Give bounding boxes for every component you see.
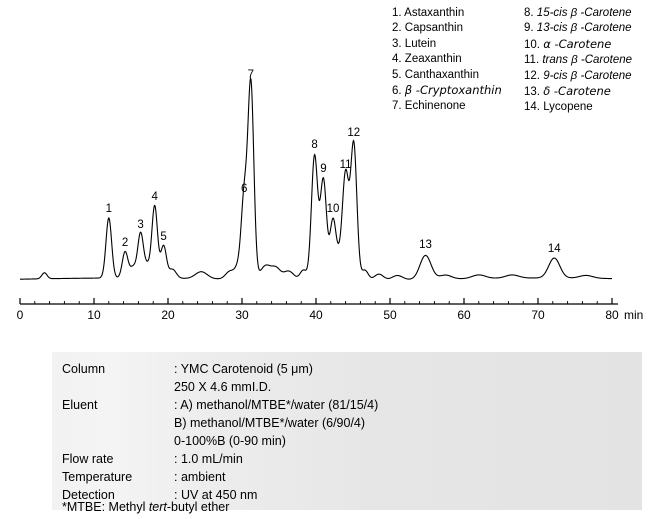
conditions-value: : ambient [174, 470, 226, 484]
legend-number: 7. [392, 100, 402, 113]
conditions-table [52, 352, 642, 514]
conditions-row [62, 396, 378, 414]
conditions-row [62, 468, 378, 486]
peak-number-label: 12 [347, 127, 361, 139]
footnote-italic: tert [148, 500, 167, 514]
x-axis-unit-label: min [624, 308, 644, 322]
x-axis-tick-label: 50 [383, 308, 397, 322]
peak-number-label: 5 [160, 231, 167, 243]
x-axis-tick-label: 40 [309, 308, 323, 322]
conditions-key: Column [62, 362, 106, 376]
legend-label: 13-cis β -Carotene [536, 22, 632, 35]
legend-number: 3. [392, 37, 402, 50]
conditions-key: Flow rate [62, 452, 114, 466]
legend-label: δ -Carotene [543, 84, 611, 99]
conditions-value: : 1.0 mL/min [174, 452, 243, 466]
conditions-value: : UV at 450 nm [174, 488, 258, 502]
peak-number-label: 9 [320, 163, 327, 175]
conditions-row [62, 360, 378, 378]
conditions-continuation: 0-100%B (0-90 min) [174, 434, 286, 448]
legend-number: 6. [392, 85, 402, 98]
x-axis-tick-label: 80 [605, 308, 619, 322]
legend-label: α -Carotene [543, 36, 612, 51]
conditions-key: Temperature [62, 470, 133, 484]
conditions-continuation: 250 X 4.6 mmI.D. [174, 380, 272, 394]
peak-number-label: 1 [105, 203, 112, 215]
peak-number-label: 8 [311, 139, 318, 151]
peak-number-label: 10 [326, 203, 340, 215]
x-axis-tick-label: 70 [531, 308, 545, 322]
x-axis-tick-label: 30 [235, 308, 249, 322]
conditions-footnote [62, 498, 229, 516]
peak-number-label: 13 [419, 239, 432, 251]
conditions-row [62, 450, 378, 468]
conditions-key: Eluent [62, 398, 98, 412]
peak-number-label: 2 [121, 237, 129, 249]
legend-label: Capsanthin [404, 22, 463, 35]
legend-number: 13. [524, 86, 540, 99]
legend-label: 9-cis β -Carotene [543, 69, 632, 82]
peak-number-label: 14 [547, 243, 561, 255]
x-axis-tick-label: 60 [457, 308, 471, 322]
legend-number: 4. [392, 53, 402, 66]
peak-number-label: 3 [137, 219, 144, 231]
legend-number: 11. [524, 54, 540, 67]
conditions-key: Detection [62, 488, 115, 502]
peak-number-label: 6 [241, 183, 248, 195]
x-axis-tick-label: 10 [87, 308, 101, 322]
legend-number: 2. [392, 22, 402, 35]
legend-label: Zeaxanthin [404, 53, 462, 66]
legend-number: 5. [392, 68, 402, 81]
legend-label: 15-cis β -Carotene [536, 7, 632, 19]
peak-number-label: 11 [339, 159, 352, 171]
footnote-post: -butyl ether [166, 500, 230, 514]
chromatogram-plot [12, 8, 644, 338]
legend-label: Astaxanthin [404, 7, 465, 19]
conditions-continuation: B) methanol/MTBE*/water (6/90/4) [174, 416, 366, 430]
legend-number: 1. [392, 7, 402, 19]
legend-label: trans β -Carotene [542, 54, 633, 67]
legend-label: Canthaxanthin [404, 68, 479, 81]
peak-number-label: 7 [247, 69, 255, 81]
legend-label: β -Cryptoxanthin [404, 83, 502, 98]
legend-number: 12. [524, 69, 540, 82]
legend-label: Lycopene [543, 101, 593, 114]
legend-number: 14. [524, 101, 540, 114]
legend-number: 9. [524, 22, 534, 35]
peak-number-label: 4 [151, 191, 158, 203]
legend-label: Lutein [404, 37, 437, 50]
footnote-pre: *MTBE: Methyl [62, 500, 149, 514]
x-axis [20, 298, 618, 304]
x-axis-tick-label: 20 [161, 308, 175, 322]
legend-number: 8. [524, 7, 534, 19]
conditions-value: : YMC Carotenoid (5 μm) [174, 362, 313, 376]
conditions-value: : A) methanol/MTBE*/water (81/15/4) [174, 398, 379, 412]
legend-label: Echinenone [404, 100, 466, 113]
x-axis-tick-label: 0 [16, 308, 24, 322]
conditions-rows [62, 360, 379, 514]
legend-number: 10. [524, 38, 540, 51]
